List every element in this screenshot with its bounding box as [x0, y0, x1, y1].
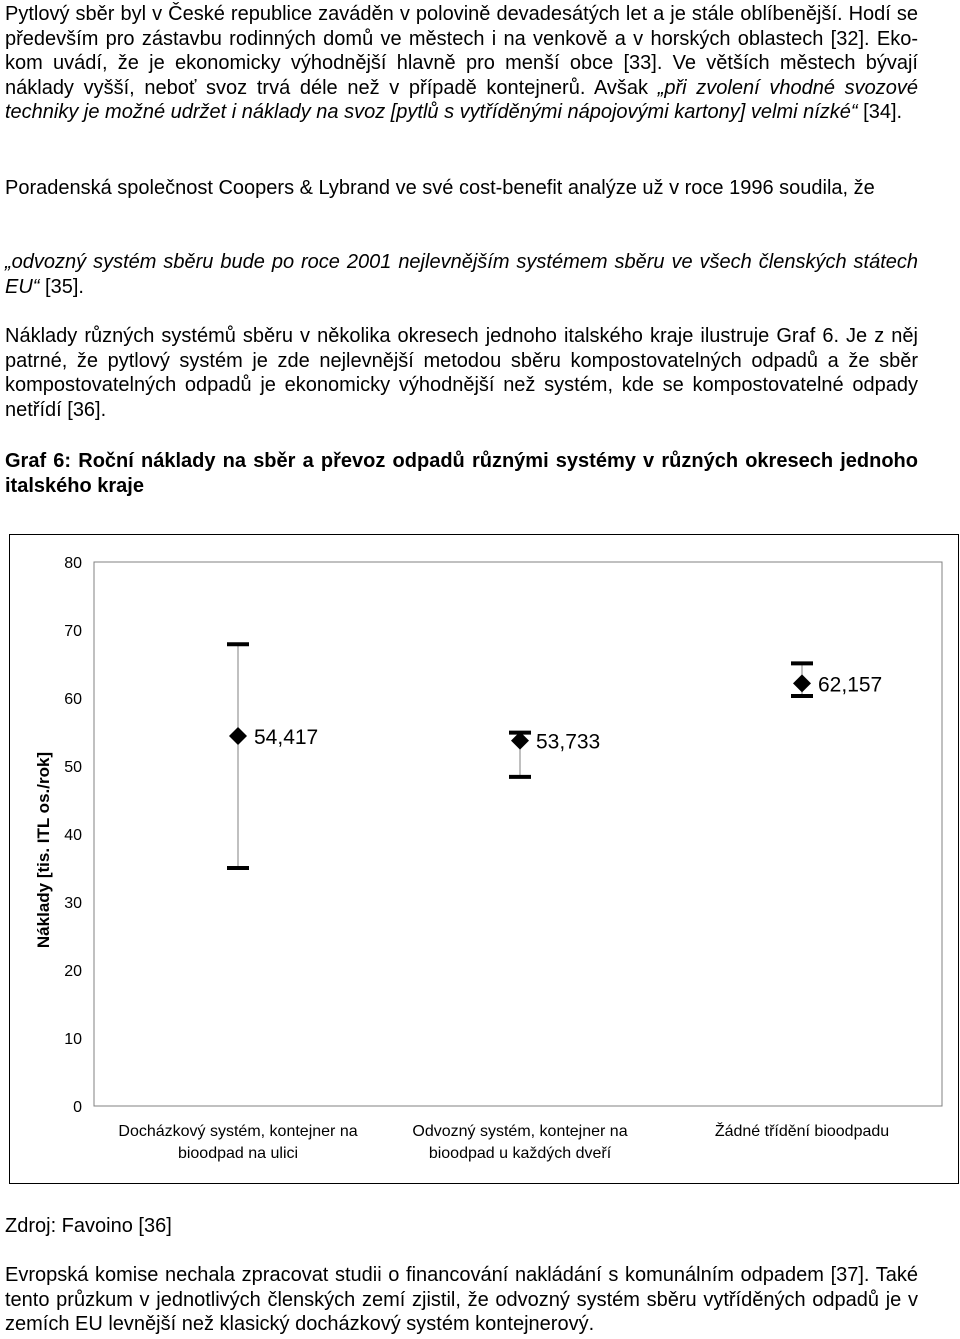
y-tick-labels — [64, 555, 82, 1116]
mean-point — [793, 674, 811, 692]
paragraph-text: Evropská komise nechala zpracovat studii o financování nakládání s komunálním odpadem [37]. Také tento průzkum v jednotlivých členských zemí zjistil, že odvozný systém sběru vytříděných odpadů je v zemích EU levnější než klasický docházkový systém kontejnerový. — [5, 1264, 918, 1336]
source-note: Zdroj: Favoino [36] — [5, 1215, 172, 1237]
x-category-label: Docházkový systém, kontejner na — [118, 1123, 358, 1140]
data-label: 54,417 — [254, 725, 319, 749]
y-tick-label: 10 — [64, 1031, 82, 1048]
quote-text: „odvozný systém sběru bude po roce 2001 nejlevnějším systémem sběru ve všech členských státech EU“ — [5, 251, 918, 298]
chart-frame — [9, 534, 959, 1184]
paragraph-text: Poradenská společnost Coopers & Lybrand ve své cost-benefit analýze už v roce 1996 soudila, že — [5, 177, 875, 199]
paragraph-quote-eu — [5, 250, 918, 299]
x-category-label: bioodpad na ulici — [177, 1145, 299, 1162]
citation-text: [35]. — [39, 275, 84, 298]
data-label: 53,733 — [536, 730, 601, 754]
y-tick-label: 30 — [64, 895, 82, 912]
y-tick-label: 40 — [64, 827, 82, 844]
y-tick-label: 0 — [73, 1099, 82, 1116]
data-label: 62,157 — [818, 673, 883, 697]
quote-text: „při zvolení vhodné svozové techniky je možné udržet i náklady na svoz [pytlů s vytříděnými nápojovými kartony] velmi nízké“ — [5, 76, 918, 124]
mean-point — [229, 727, 247, 745]
x-category-label: Odvozný systém, kontejner na — [412, 1123, 628, 1140]
paragraph-bag-collection — [5, 2, 918, 125]
paragraph-text: Pytlový sběr byl v České republice zaváděn v polovině devadesátých let a je stále oblíbenější. Hodí se především pro zástavbu rodinných domů ve městech i na venkově a v horských oblastech [32]. Eko-kom uvádí, že je ekonomicky výhodnější hlavně pro menší obce [33]. Ve větších městech bývají náklady vyšší, neboť svoz trvá déle než v případě kontejnerů. Avšak — [5, 3, 918, 99]
x-category-labels — [118, 1121, 889, 1162]
y-tick-label: 70 — [64, 623, 82, 640]
x-category-label: bioodpad u každých dveří — [428, 1145, 612, 1162]
y-tick-label: 50 — [64, 759, 82, 776]
paragraph-text: Náklady různých systémů sběru v několika okresech jednoho italského kraje ilustruje Graf 6. Je z něj patrné, že pytlový systém je zde nejlevnější metodou sběru kompostovatelných odpadů a že sběr kompostovatelných odpadů je ekonomicky výhodnější než systém, kde se kompostovatelné odpady netřídí [36]. — [5, 325, 918, 421]
cost-chart — [10, 535, 958, 1183]
data-series — [227, 644, 882, 868]
citation-text: [34]. — [857, 101, 903, 124]
figure-caption: Graf 6: Roční náklady na sběr a převoz odpadů různými systémy v různých okresech jednoho italského kraje — [5, 450, 918, 497]
plot-area — [94, 562, 942, 1106]
y-tick-label: 20 — [64, 963, 82, 980]
paragraph-italian-costs — [5, 324, 918, 422]
y-axis-label: Náklady [tis. ITL os./rok] — [34, 751, 53, 949]
y-tick-label: 60 — [64, 691, 82, 708]
y-tick-label: 80 — [64, 555, 82, 572]
paragraph-eu-commission — [5, 1263, 918, 1337]
paragraph-coopers-lybrand — [5, 176, 918, 201]
x-category-label: Žádné třídění bioodpadu — [714, 1123, 890, 1140]
